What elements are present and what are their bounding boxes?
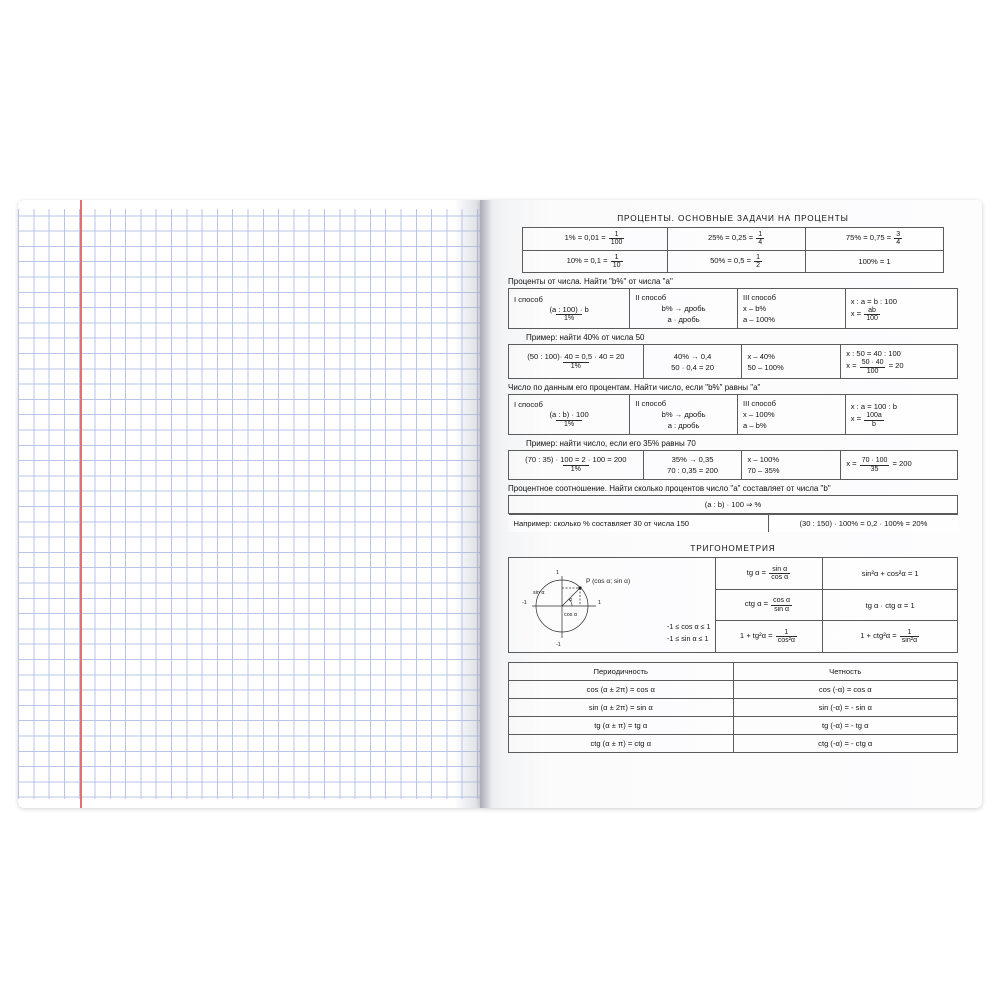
table-row: [509, 395, 958, 435]
stacked-formula: $\frac{(a : b) \cdot 100}{1\%}$: [549, 410, 589, 428]
fraction: $\frac{1}{100}$: [610, 231, 623, 247]
cell-25pct: 25% = 0,25 = $\frac{1}{4}$: [668, 228, 806, 251]
percent-ratio-table: [508, 495, 958, 532]
identity-cosec-cell: 1 + ctg²α = $\frac{1}{\text{sin²α}}$: [823, 621, 958, 653]
page-top-mask: [18, 200, 480, 209]
parity-cos: cos (-α) = cos α: [733, 681, 958, 699]
table-row: [523, 228, 944, 251]
example2-method1-cell: [509, 451, 644, 480]
method1-cell: I способ $\frac{(a : b) \cdot 100}{1\%}$: [509, 395, 630, 435]
page-bottom-mask: [18, 799, 480, 808]
methods-number-from-percent-table: [508, 394, 958, 435]
caption-example-35-is-70: Пример: найти число, если его 35% равны 70: [526, 439, 696, 449]
table-row: [509, 735, 958, 753]
parity-ctg: ctg (-α) = - ctg α: [733, 735, 958, 753]
example1-method2-cell: 40% → 0,4 50 · 0,4 = 20: [643, 345, 742, 379]
example-40-of-50-table: [508, 344, 958, 379]
identity-tg-cell: tg α = $\frac{\text{sin α}}{\text{cos α}}$: [715, 558, 823, 590]
periodicity-parity-table: [508, 662, 958, 753]
axis-bottom-label: -1: [556, 642, 561, 649]
periodicity-header: Периодичность: [509, 663, 734, 681]
trig-identities-table: [508, 557, 958, 653]
parity-sin: sin (-α) = - sin α: [733, 699, 958, 717]
caption-example-40-of-50: Пример: найти 40% от числа 50: [526, 333, 645, 343]
percent-section-title: ПРОЦЕНТЫ. ОСНОВНЫЕ ЗАДАЧИ НА ПРОЦЕНТЫ: [617, 214, 849, 223]
identity-pythagorean-cell: sin²α + cos²α = 1: [823, 558, 958, 590]
parity-header: Четность: [733, 663, 958, 681]
caption-percent-ratio: Процентное соотношение. Найти сколько процентов число "а" составляет от числа "b": [508, 484, 831, 494]
periodicity-ctg: ctg (α ± π) = ctg α: [509, 735, 734, 753]
sin-label: sin α: [533, 590, 545, 597]
fraction: $\frac{3}{4}$: [896, 231, 901, 247]
example1-method3-cell: х – 40% 50 – 100%: [742, 345, 841, 379]
periodicity-cos: cos (α ± 2π) = cos α: [509, 681, 734, 699]
fraction: $\frac{1}{4}$: [758, 231, 763, 247]
ratio-formula-cell: (a : b) · 100 ⇒ %: [509, 496, 958, 514]
axis-left-label: -1: [522, 600, 527, 607]
trig-range-notes: -1 ≤ cos α ≤ 1 -1 ≤ sin α ≤ 1: [666, 622, 711, 643]
cell-50pct: 50% = 0,5 = $\frac{1}{2}$: [668, 250, 806, 273]
ratio-example-left: Например: сколько % составляет 30 от числа 150: [509, 515, 769, 533]
unit-circle-diagram: [514, 561, 664, 649]
parity-tg: tg (-α) = - tg α: [733, 717, 958, 735]
fraction: $\frac{100a}{b}$: [866, 412, 882, 428]
fraction: $\frac{70 \cdot 100}{35}$: [861, 457, 888, 473]
page-edge-shadow: [454, 200, 480, 808]
axis-right-label: 1: [598, 600, 601, 607]
caption-percent-of-number: Проценты от числа. Найти "b%" от числа "a": [508, 277, 673, 287]
stacked-formula: $\frac{(50 : 100)\cdot 40 = 0,5 \cdot 40 = 20}{1\%}$: [527, 352, 625, 370]
periodicity-tg: tg (α ± π) = tg α: [509, 717, 734, 735]
method4-cell: x : a = b : 100 x = $\frac{ab}{100}$: [845, 289, 957, 329]
method2-cell: II способ b% → дробь a : дробь: [630, 395, 738, 435]
table-row: [523, 250, 944, 273]
identity-tg-ctg-cell: tg α · ctg α = 1: [823, 589, 958, 621]
left-grid-page: [18, 200, 480, 808]
method4-cell: x : a = 100 : b x = $\frac{100a}{b}$: [845, 395, 957, 435]
identity-sec-cell: 1 + tg²α = $\frac{1}{\text{cos²α}}$: [715, 621, 823, 653]
basic-percent-table: [522, 227, 944, 273]
example1-method4-cell: х : 50 = 40 : 100 х = $\frac{50 \cdot 40}{100}$ = 20: [841, 345, 958, 379]
fraction: $\frac{\text{cos α}}{\text{sin α}}$: [773, 597, 791, 613]
table-row: [509, 496, 958, 514]
point-label: P (cos α; sin α): [586, 578, 631, 586]
fraction: $\frac{1}{\text{sin²α}}$: [901, 628, 918, 645]
table-row: [509, 558, 958, 590]
ratio-example-right: (30 : 150) · 100% = 0,2 · 100% = 20%: [769, 515, 958, 533]
fraction: $\frac{\text{sin α}}{\text{cos α}}$: [771, 565, 789, 581]
method3-cell: III способ x – 100% a – b%: [737, 395, 845, 435]
table-row: [509, 681, 958, 699]
table-row: [509, 289, 958, 329]
table-row: [509, 717, 958, 735]
fraction: $\frac{50 \cdot 40}{100}$: [861, 359, 884, 375]
ratio-example-row: [509, 514, 958, 533]
methods-percent-of-number-table: [508, 288, 958, 329]
unit-circle-cell: [509, 558, 716, 653]
red-margin-line: [80, 200, 82, 808]
example2-method2-cell: 35% → 0,35 70 : 0,35 = 200: [643, 451, 742, 480]
notebook-spread: [18, 200, 982, 808]
stacked-formula: $\frac{(70 : 35) \cdot 100 = 2 \cdot 100 = 200}{1\%}$: [525, 455, 627, 473]
reference-content: [508, 208, 958, 753]
periodicity-sin: sin (α ± 2π) = sin α: [509, 699, 734, 717]
ratio-example-inner-table: [509, 514, 958, 532]
table-row: [509, 345, 958, 379]
caption-number-from-percent: Число по данным его процентам. Найти число, если "b%" равны "a": [508, 383, 761, 393]
example1-method1-cell: [509, 345, 644, 379]
method1-cell: I способ $\frac{(a : 100) \cdot b}{1\%}$: [509, 289, 630, 329]
example-35-is-70-table: [508, 450, 958, 480]
method3-cell: III способ x – b% a – 100%: [737, 289, 845, 329]
identity-ctg-cell: ctg α = $\frac{\text{cos α}}{\text{sin α}}$: [715, 589, 823, 621]
table-row: [509, 663, 958, 681]
angle-label: α: [569, 597, 572, 604]
axis-top-label: 1: [556, 570, 559, 577]
example2-method4-cell: х = $\frac{70 \cdot 100}{35}$ = 200: [841, 451, 958, 480]
stacked-formula: $\frac{(a : 100) \cdot b}{1\%}$: [549, 304, 589, 323]
right-reference-page: [480, 200, 982, 808]
basic-percent-table-wrap: [508, 227, 958, 273]
fraction: $\frac{1}{10}$: [612, 253, 621, 270]
fraction: $\frac{ab}{100}$: [866, 306, 878, 322]
table-row: [509, 699, 958, 717]
fraction: $\frac{1}{2}$: [756, 253, 761, 270]
method2-cell: II способ b% → дробь a · дробь: [630, 289, 738, 329]
table-row: [509, 514, 958, 533]
cell-10pct: 10% = 0,1 = $\frac{1}{10}$: [523, 250, 668, 273]
trig-section-title: ТРИГОНОМЕТРИЯ: [690, 544, 776, 554]
table-row: [509, 451, 958, 480]
fraction: $\frac{1}{\text{cos²α}}$: [777, 628, 795, 645]
cos-label: cos α: [564, 612, 578, 619]
example2-method3-cell: х – 100% 70 – 35%: [742, 451, 841, 480]
cell-75pct: 75% = 0,75 = $\frac{3}{4}$: [806, 228, 944, 251]
cell-100pct: 100% = 1: [806, 250, 944, 273]
table-row: [509, 515, 958, 533]
cell-1pct: 1% = 0,01 = $\frac{1}{100}$: [523, 228, 668, 251]
